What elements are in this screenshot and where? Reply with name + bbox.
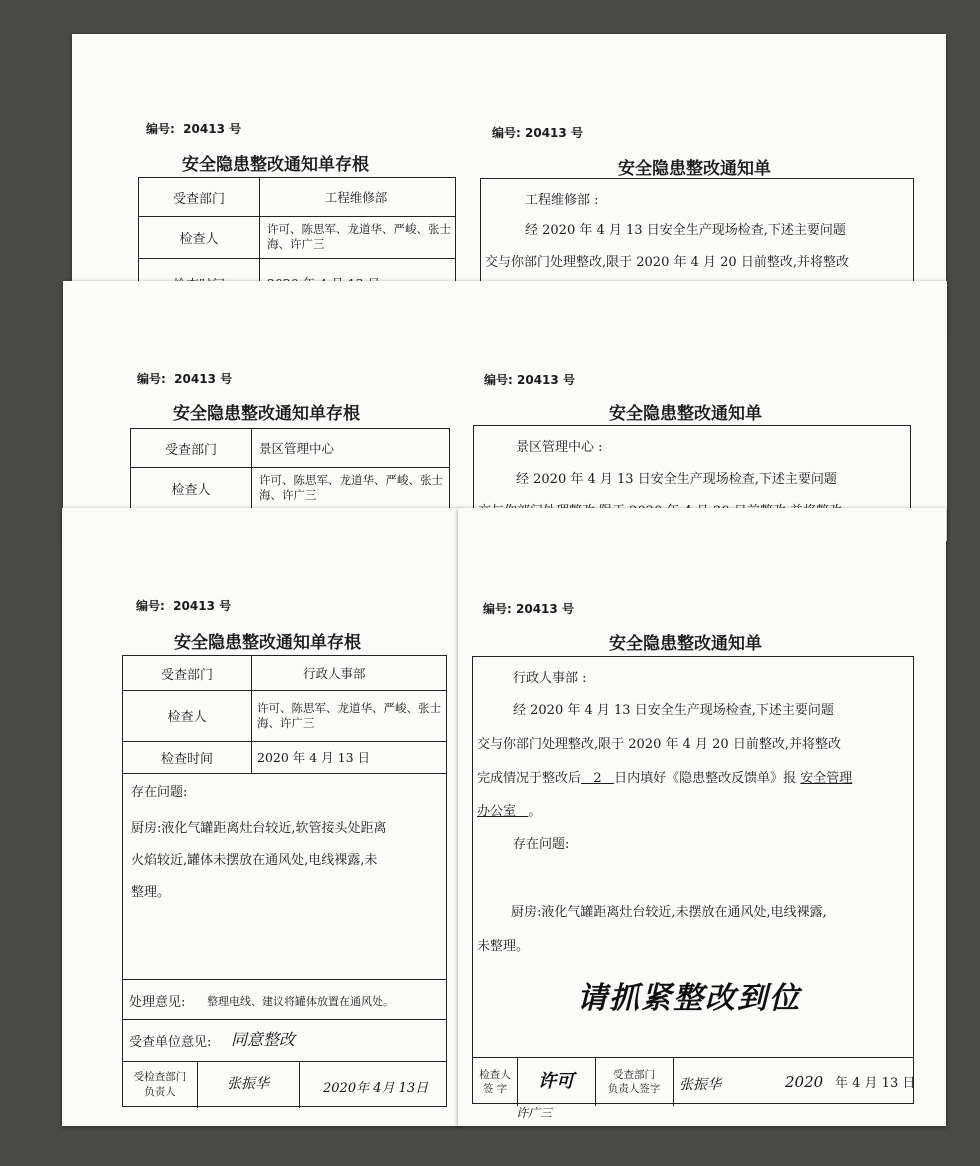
label-dept: 受查部门 xyxy=(123,656,252,690)
notice-number: 编号: 20413 号 xyxy=(484,373,575,387)
notice-box xyxy=(472,656,914,1104)
time-value: 2020 年 4 月 13 日 xyxy=(257,750,371,765)
notice-line-3: 完成情况于整改后 2 日内填好《隐患整改反馈单》报 安全管理 xyxy=(477,771,853,786)
notice-line-2: 交与你部门处理整改,限于 2020 年 4 月 20 日前整改,并将整改 xyxy=(485,255,849,270)
problem-line: 厨房:液化气罐距离灶台较近,软管接头处距离 xyxy=(131,821,387,836)
opinion-label: 受查单位意见: xyxy=(129,1035,212,1050)
inspectors-value: 许可、陈思军、龙道华、严峻、张士海、许广三 xyxy=(257,700,441,730)
notice-dept: 工程维修部 : xyxy=(525,193,599,208)
inspectors-value: 许可、陈思军、龙道华、严峻、张士海、许广三 xyxy=(259,473,443,502)
stub-title: 安全隐患整改通知单存根 xyxy=(174,633,361,653)
footer-inspector-signature-cell xyxy=(517,1058,596,1106)
footer-signature-cell xyxy=(197,1061,300,1108)
stub-sheet-3 xyxy=(62,508,460,1126)
notice-line-1: 经 2020 年 4 月 13 日安全生产现场检查,下述主要问题 xyxy=(525,223,846,238)
label-inspector: 检查人 xyxy=(131,467,252,509)
label-inspector: 检查人 xyxy=(123,690,252,741)
problem-line: 整理。 xyxy=(131,885,171,900)
notice-sheet-2 xyxy=(63,281,947,541)
problem-label: 存在问题: xyxy=(513,837,570,852)
label-dept: 受查部门 xyxy=(139,178,260,216)
footer-date-year: 2020 xyxy=(785,1073,824,1091)
stub-title: 安全隐患整改通知单存根 xyxy=(173,404,360,424)
footer-dept-signature: 张振华 xyxy=(679,1077,721,1093)
notice-line-2: 交与你部门处理整改,限于 2020 年 4 月 20 日前整改,并将整改 xyxy=(477,737,841,752)
stub-title: 安全隐患整改通知单存根 xyxy=(182,155,369,175)
bottom-signature: 许广三 xyxy=(516,1106,553,1120)
problem-line: 火焰较近,罐体未摆放在通风处,电线裸露,未 xyxy=(131,853,378,868)
problem-line: 厨房:液化气罐距离灶台较近,未摆放在通风处,电线裸露, xyxy=(511,905,827,920)
footer-signature: 张振华 xyxy=(227,1076,269,1093)
notice-number: 编号: 20413 号 xyxy=(492,126,583,140)
notice-signature: 请抓紧整改到位 xyxy=(577,981,801,1016)
problem-line: 未整理。 xyxy=(477,939,530,954)
stub-number: 编号: 20413 号 xyxy=(146,122,242,136)
dept-value: 工程维修部 xyxy=(324,190,388,205)
inspectors-value: 许可、陈思军、龙道华、严峻、张士海、许广三 xyxy=(267,222,451,251)
label-inspector: 检查人 xyxy=(139,216,260,258)
dept-value: 景区管理中心 xyxy=(259,441,335,456)
footer-date-rest: 年 4 月 13 日 xyxy=(835,1076,916,1091)
label-dept: 受查部门 xyxy=(131,429,252,467)
dept-value: 行政人事部 xyxy=(303,666,366,681)
footer-label: 受检查部门 负责人 xyxy=(123,1061,198,1108)
handling-label: 处理意见: xyxy=(129,995,186,1010)
stub-number: 编号: 20413 号 xyxy=(137,372,233,386)
opinion-signature: 同意整改 xyxy=(231,1030,296,1049)
footer-dept-label: 受查部门 负责人签字 xyxy=(595,1058,674,1106)
notice-dept: 行政人事部 : xyxy=(513,671,587,686)
notice-title: 安全隐患整改通知单 xyxy=(618,159,771,179)
handling-text: 整理电线、建议将罐体放置在通风处。 xyxy=(207,995,394,1008)
notice-line-1: 经 2020 年 4 月 13 日安全生产现场检查,下述主要问题 xyxy=(513,703,834,718)
notice-title: 安全隐患整改通知单 xyxy=(609,634,762,654)
footer-date: 2020年 4月 13日 xyxy=(323,1081,429,1096)
notice-dept: 景区管理中心 : xyxy=(516,440,603,455)
stub-table xyxy=(122,655,447,1107)
stub-number: 编号: 20413 号 xyxy=(136,599,232,613)
problem-label: 存在问题: xyxy=(131,785,188,800)
label-time: 检查时间 xyxy=(123,741,252,773)
footer-inspector-signature: 许可 xyxy=(538,1070,574,1092)
notice-line-4: 办公室 。 xyxy=(477,804,542,819)
notice-title: 安全隐患整改通知单 xyxy=(609,404,762,424)
notice-number: 编号: 20413 号 xyxy=(483,602,574,616)
notice-line-1: 经 2020 年 4 月 13 日安全生产现场检查,下述主要问题 xyxy=(516,472,837,487)
notice-sheet-3 xyxy=(458,508,946,1126)
footer-inspector-label: 检查人 签 字 xyxy=(473,1058,518,1106)
